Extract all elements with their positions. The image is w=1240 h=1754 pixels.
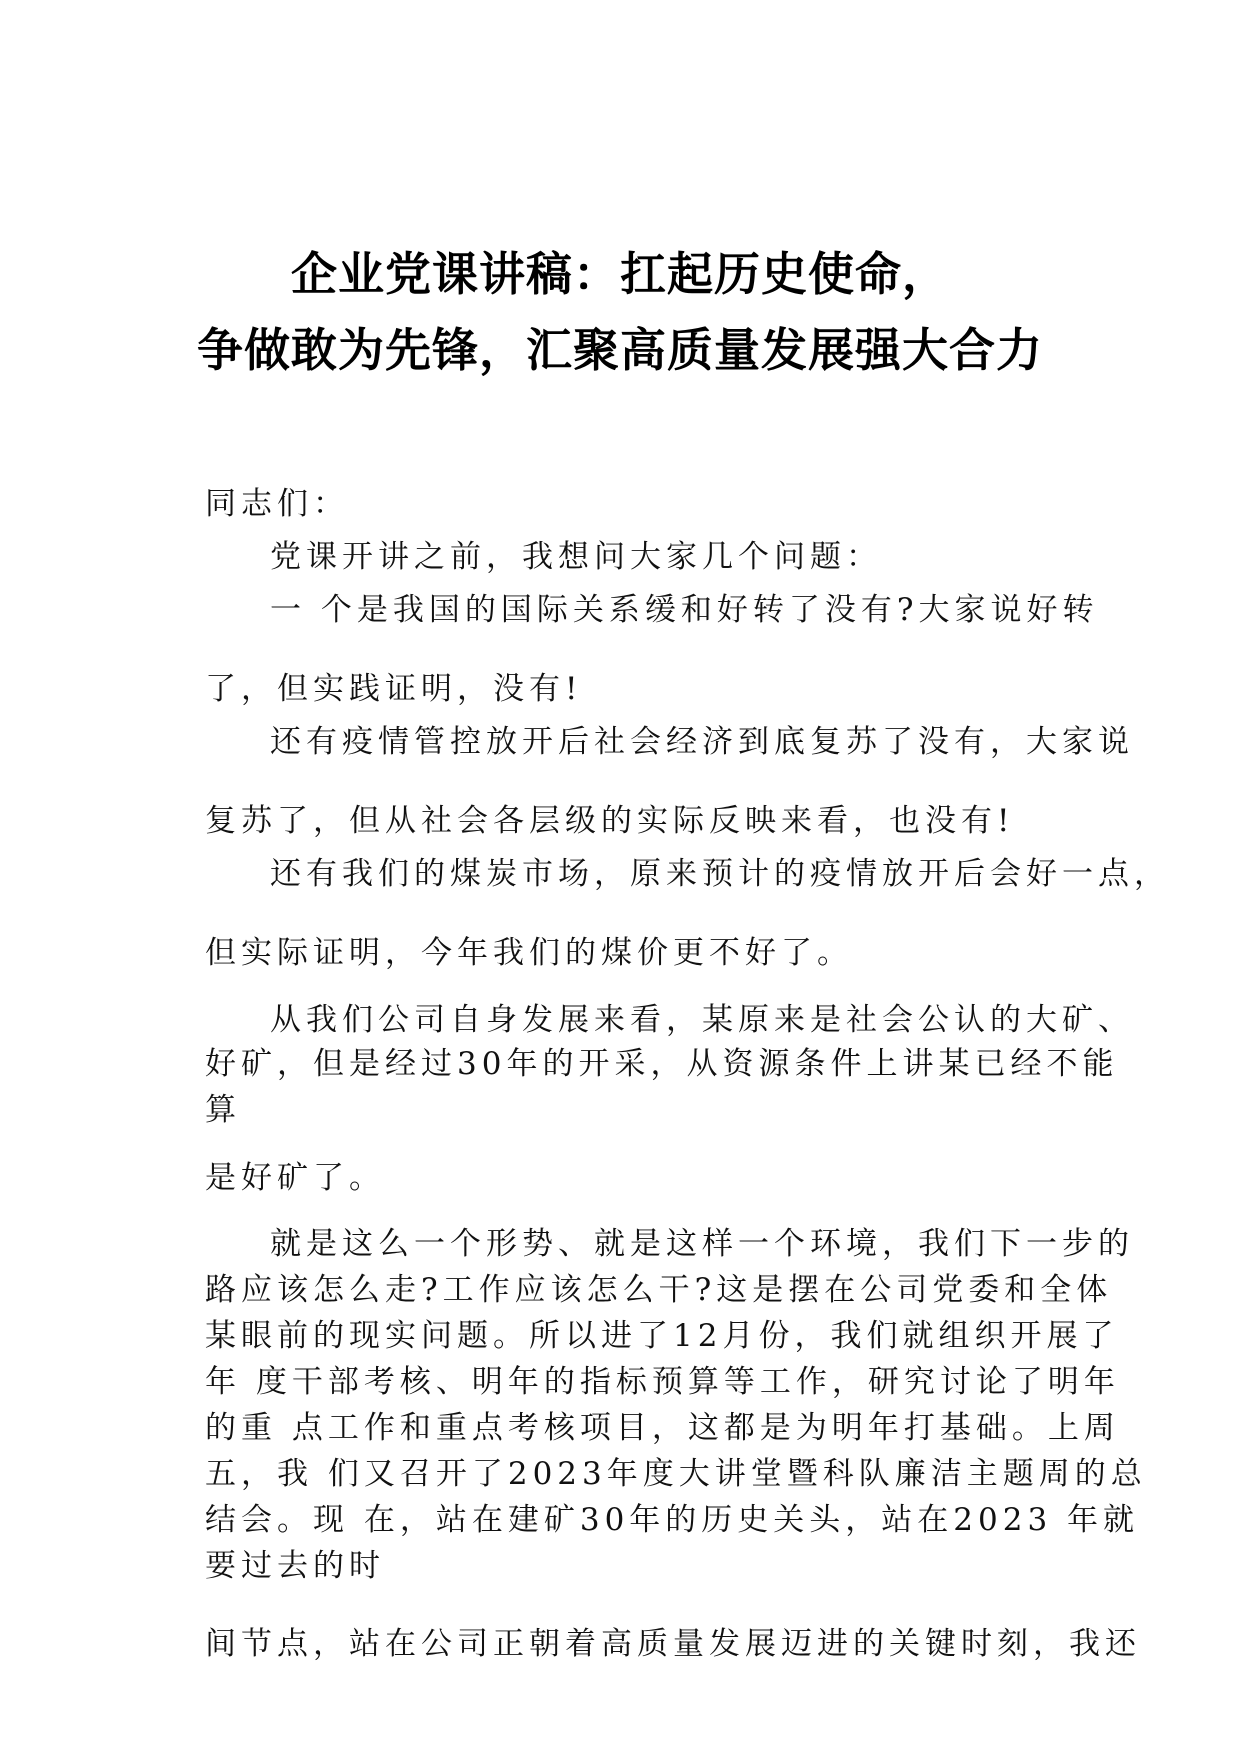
paragraph-line: 路应该怎么走?工作应该怎么干?这是摆在公司党委和全体: [205, 1272, 1113, 1308]
paragraph-line: 党课开讲之前，我想问大家几个问题：: [270, 539, 882, 575]
document-title-line-1: 企业党课讲稿：扛起历史使命，: [291, 247, 949, 301]
paragraph-line: 好矿，但是经过30年的开采，从资源条件上讲某已经不能: [205, 1046, 1119, 1082]
paragraph-line: 但实际证明，今年我们的煤价更不好了。: [205, 935, 853, 971]
paragraph-line: 要过去的时: [205, 1548, 385, 1584]
paragraph-line: 了，但实践证明，没有!: [205, 671, 583, 707]
paragraph-line: 还有疫情管控放开后社会经济到底复苏了没有，大家说: [270, 724, 1134, 760]
paragraph-line: 年 度干部考核、明年的指标预算等工作，研究讨论了明年: [205, 1364, 1120, 1400]
paragraph-line: 从我们公司自身发展来看，某原来是社会公认的大矿、: [270, 1002, 1134, 1038]
paragraph-line: 结会。现 在，站在建矿30年的历史关头，站在2023 年就: [205, 1502, 1140, 1538]
paragraph-line: 五，我 们又召开了2023年度大讲堂暨科队廉洁主题周的总: [205, 1456, 1147, 1492]
paragraph-line: 算: [205, 1092, 241, 1128]
paragraph-line: 是好矿了。: [205, 1160, 385, 1196]
paragraph-line: 的重 点工作和重点考核项目，这都是为明年打基础。上周: [205, 1410, 1120, 1446]
paragraph-line: 就是这么一个形势、就是这样一个环境，我们下一步的: [270, 1226, 1134, 1262]
paragraph-line: 一 个是我国的国际关系缓和好转了没有?大家说好转: [270, 592, 1099, 628]
salutation: 同志们：: [205, 486, 349, 522]
paragraph-line: 还有我们的煤炭市场，原来预计的疫情放开后会好一点，: [270, 856, 1170, 892]
document-title-line-2: 争做敢为先锋，汇聚高质量发展强大合力: [197, 323, 1043, 377]
paragraph-line: 复苏了，但从社会各层级的实际反映来看，也没有!: [205, 803, 1015, 839]
paragraph-line: 某眼前的现实问题。所以进了12月份，我们就组织开展了: [205, 1318, 1119, 1354]
paragraph-line: 间节点，站在公司正朝着高质量发展迈进的关键时刻，我还: [205, 1626, 1141, 1662]
